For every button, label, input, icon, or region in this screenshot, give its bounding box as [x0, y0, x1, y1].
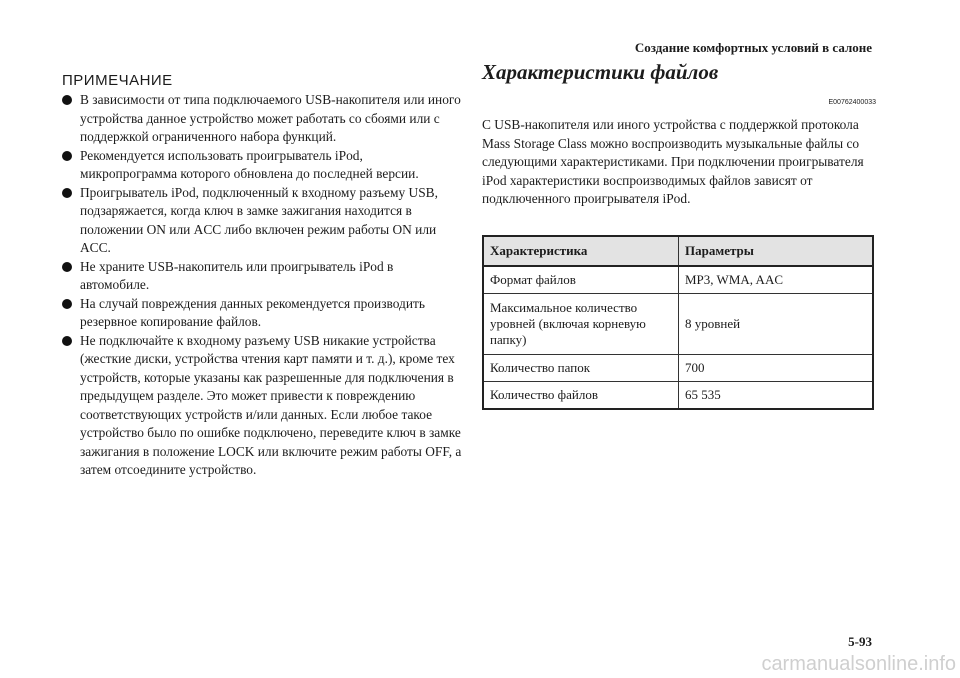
note-item: Рекомендуется использовать проигрыватель iPod, микропрограмма которого обновлена до последней версии. — [62, 147, 462, 184]
table-cell: Максимальное количество уровней (включая корневую папку) — [483, 293, 679, 354]
watermark: carmanualsonline.info — [761, 653, 956, 675]
section-title: Характеристики файлов — [482, 60, 719, 84]
note-list — [62, 91, 462, 480]
table-cell: Формат файлов — [483, 266, 679, 294]
section-intro: С USB-накопителя или иного устройства с поддержкой протокола Mass Storage Class можно воспроизводить музыкальные файлы со следующими характеристиками. При подключении проигрывателя iPod характеристики воспроизводимых файлов зависят от подключенного проигрывателя iPod. — [482, 117, 864, 206]
page-number: 5-93 — [848, 634, 872, 649]
file-specs-table — [482, 235, 874, 410]
note-item: Не храните USB-накопитель или проигрыватель iPod в автомобиле. — [62, 258, 462, 295]
table-row — [483, 293, 873, 354]
note-item: На случай повреждения данных рекомендуется производить резервное копирование файлов. — [62, 295, 462, 332]
column-header: Характеристика — [483, 236, 679, 266]
table-cell: Количество папок — [483, 354, 679, 381]
document-code: E00762400033 — [828, 99, 876, 106]
note-item: В зависимости от типа подключаемого USB-накопителя или иного устройства данное устройство может работать со сбоями или с поддержкой ограниченного набора функций. — [62, 91, 462, 147]
table-header-row — [483, 236, 873, 266]
note-item: Проигрыватель iPod, подключенный к входному разъему USB, подзаряжается, когда ключ в замке зажигания находится в положении ON или ACC либо включен режим работы ON или ACC. — [62, 184, 462, 258]
note-title: ПРИМЕЧАНИЕ — [62, 72, 173, 89]
file-specs-section — [482, 60, 876, 410]
note-block — [62, 72, 462, 480]
running-header: Создание комфортных условий в салоне — [634, 40, 872, 55]
table-cell: Количество файлов — [483, 381, 679, 409]
table-cell: 700 — [679, 354, 874, 381]
table-row — [483, 266, 873, 294]
table-cell: 8 уровней — [679, 293, 874, 354]
table-cell: MP3, WMA, AAC — [679, 266, 874, 294]
table-row — [483, 381, 873, 409]
table-row — [483, 354, 873, 381]
note-item: Не подключайте к входному разъему USB никакие устройства (жесткие диски, устройства чтения карт памяти и т. д.), кроме тех устройств, которые указаны как разрешенные для подключения в предыдущем разделе. Это может привести к повреждению соответствующих устройств и/или данных. Если любое такое устройство было по ошибке подключено, переведите ключ в замке зажигания в положение LOCK или включите режим работы OFF, а затем отсоедините устройство. — [62, 332, 462, 480]
table-cell: 65 535 — [679, 381, 874, 409]
column-header: Параметры — [679, 236, 874, 266]
